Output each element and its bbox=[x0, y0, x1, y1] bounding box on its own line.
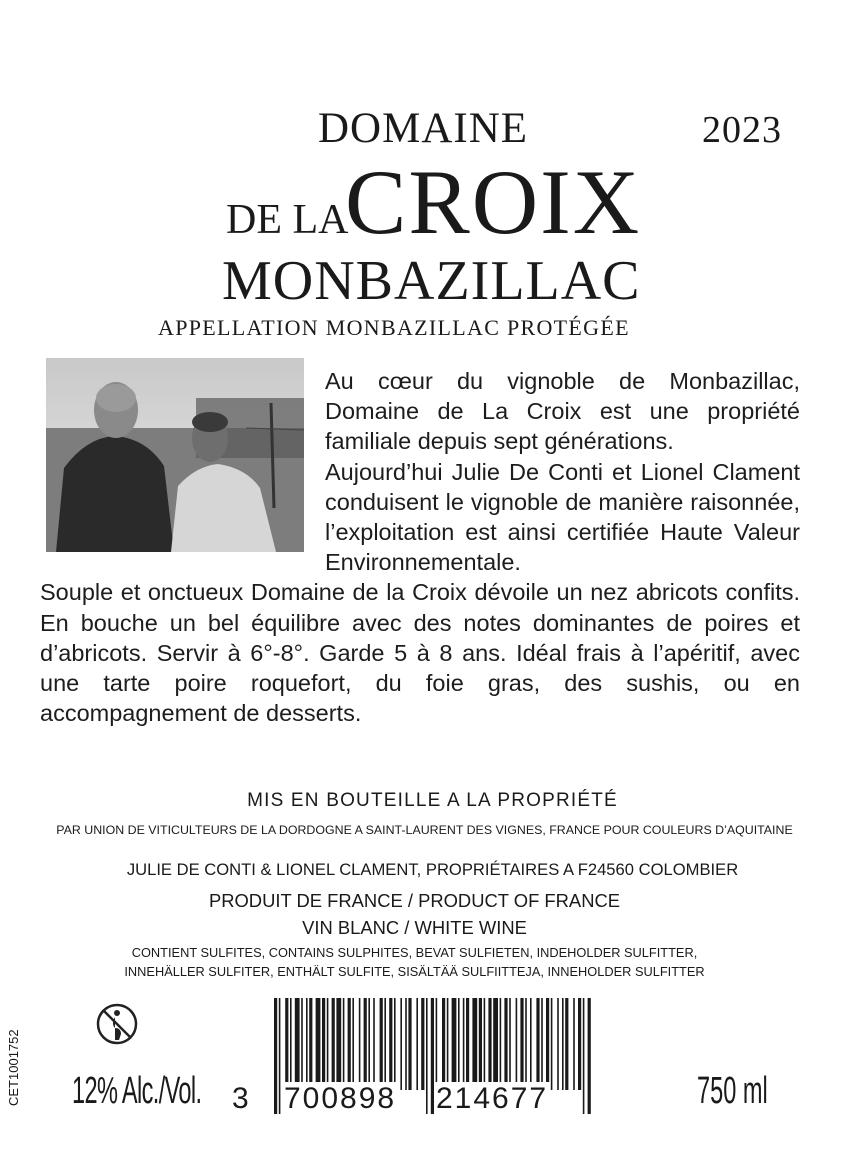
barcode-bar bbox=[364, 998, 367, 1090]
paragraph-owners: Aujourd’hui Julie De Conti et Lionel Clament conduisent le vignoble de manière raisonnée, l’exploitation est ainsi certifiée Haute Valeur Environnementale. bbox=[325, 458, 800, 576]
barcode-bar bbox=[421, 998, 424, 1090]
croix-title: CROIX bbox=[345, 151, 642, 253]
barcode-bar bbox=[562, 998, 564, 1090]
de-la-title: DE LA bbox=[226, 197, 349, 243]
barcode-bar bbox=[583, 998, 585, 1114]
barcode-bar bbox=[442, 998, 445, 1090]
owners-line: JULIE DE CONTI & LIONEL CLAMENT, PROPRIÉTAIRES A F24560 COLOMBIER bbox=[126, 860, 739, 879]
barcode-bar bbox=[405, 998, 407, 1090]
barcode-bar bbox=[301, 998, 303, 1090]
barcode-bar bbox=[368, 998, 370, 1090]
sulfites-line-1: CONTIENT SULFITES, CONTAINS SULPHITES, BEVAT SULFIETEN, INDEHOLDER SULFITTER, bbox=[131, 945, 698, 960]
sulfites-notice bbox=[0, 943, 845, 981]
barcode-bar bbox=[322, 998, 325, 1090]
barcode-bar bbox=[557, 998, 559, 1090]
barcode-first-digit: 3 bbox=[232, 1082, 249, 1115]
barcode-bar bbox=[279, 998, 281, 1114]
barcode-bar bbox=[416, 998, 418, 1090]
paragraph-tasting: Souple et onctueux Domaine de la Croix dévoile un nez abricots confits. En bouche un bel équilibre avec des notes dominantes de poires et d’abricots. Servir à 6°-8°. Garde 5 à 8 ans. Idéal frais à l’apéritif, avec une tarte poire roquefort, du foie gras, des sushis, ou en accompagnement de desserts. bbox=[40, 579, 800, 727]
barcode-bar bbox=[452, 998, 457, 1090]
wine-type-line: VIN BLANC / WHITE WINE bbox=[302, 917, 527, 938]
appellation-line: APPELLATION MONBAZILLAC PROTÉGÉE bbox=[158, 315, 630, 340]
barcode-bar bbox=[336, 998, 341, 1090]
barcode-bar bbox=[536, 998, 539, 1090]
barcode-bar bbox=[500, 998, 502, 1090]
vertical-code: CET1001752 bbox=[6, 1029, 21, 1106]
barcode-bar bbox=[458, 998, 460, 1090]
barcode-bar bbox=[359, 998, 361, 1090]
barcode-bar bbox=[380, 998, 383, 1090]
volume: 750 ml bbox=[697, 1070, 768, 1112]
barcode-bar bbox=[578, 998, 581, 1090]
bottled-at-estate: MIS EN BOUTEILLE A LA PROPRIÉTÉ bbox=[247, 790, 618, 811]
barcode-bar bbox=[484, 998, 486, 1090]
barcode-bar bbox=[373, 998, 375, 1090]
barcode-bar bbox=[306, 998, 308, 1090]
barcode-bar bbox=[400, 998, 402, 1090]
barcode-bar bbox=[384, 998, 386, 1090]
barcode-bar bbox=[479, 998, 482, 1090]
sulfites-line-2: INNEHÄLLER SULFITER, ENTHÄLT SULFITE, SISÄLTÄÄ SULFIITTEJA, INNEHOLDER SULFITTER bbox=[124, 964, 705, 979]
barcode-bar bbox=[316, 998, 321, 1090]
barcode-bar bbox=[327, 998, 329, 1090]
barcode-bar bbox=[551, 998, 553, 1090]
barcode-bar bbox=[332, 998, 335, 1090]
bottler-line: PAR UNION DE VITICULTEURS DE LA DORDOGNE A SAINT-LAURENT DES VIGNES, FRANCE POUR COULEURS D’AQUITAINE bbox=[56, 823, 793, 837]
barcode-bar bbox=[466, 998, 469, 1090]
barcode-bar bbox=[546, 998, 549, 1090]
barcode-bar bbox=[504, 998, 507, 1090]
barcode-bar bbox=[394, 998, 396, 1090]
paragraph-history: Au cœur du vignoble de Monbazillac, Domaine de La Croix est une propriété familiale depuis sept générations. bbox=[325, 368, 800, 455]
barcode-bar bbox=[426, 998, 428, 1114]
barcode-bar bbox=[573, 998, 575, 1090]
monbazillac-title: MONBAZILLAC bbox=[222, 250, 641, 312]
barcode-bar bbox=[285, 998, 288, 1090]
barcode-bar bbox=[343, 998, 345, 1090]
barcode-bar bbox=[588, 998, 591, 1114]
barcode-bar bbox=[295, 998, 300, 1090]
barcode-bar bbox=[309, 998, 312, 1090]
barcode-bar bbox=[463, 998, 465, 1090]
barcode-bar bbox=[408, 998, 411, 1090]
barcode-bar bbox=[447, 998, 449, 1090]
barcode-bar bbox=[290, 998, 292, 1090]
vintage-year: 2023 bbox=[702, 109, 782, 151]
barcode-bar bbox=[520, 998, 523, 1090]
barcode-bar bbox=[516, 998, 518, 1090]
barcode-bar bbox=[274, 998, 277, 1114]
barcode-bar bbox=[389, 998, 392, 1090]
barcode-group-1: 700898 bbox=[284, 1082, 397, 1115]
barcode-bar bbox=[472, 998, 477, 1090]
barcode-bar bbox=[509, 998, 511, 1090]
barcode-bar bbox=[436, 998, 438, 1090]
barcode-bar bbox=[565, 998, 568, 1090]
description-text bbox=[40, 366, 800, 728]
barcode-bar bbox=[530, 998, 532, 1090]
barcode-bar bbox=[348, 998, 351, 1090]
barcode-bar bbox=[541, 998, 543, 1090]
origin-line: PRODUIT DE FRANCE / PRODUCT OF FRANCE bbox=[208, 890, 621, 911]
barcode-bar bbox=[493, 998, 498, 1090]
barcode-bar bbox=[352, 998, 354, 1090]
no-pregnant-woman-icon bbox=[95, 1002, 139, 1046]
domaine-title: DOMAINE bbox=[318, 105, 529, 152]
barcode bbox=[232, 998, 598, 1118]
barcode-bar bbox=[525, 998, 527, 1090]
alcohol-content: 12% Alc./Vol. bbox=[72, 1070, 202, 1112]
barcode-group-2: 214677 bbox=[436, 1082, 549, 1115]
barcode-bar bbox=[488, 998, 491, 1090]
